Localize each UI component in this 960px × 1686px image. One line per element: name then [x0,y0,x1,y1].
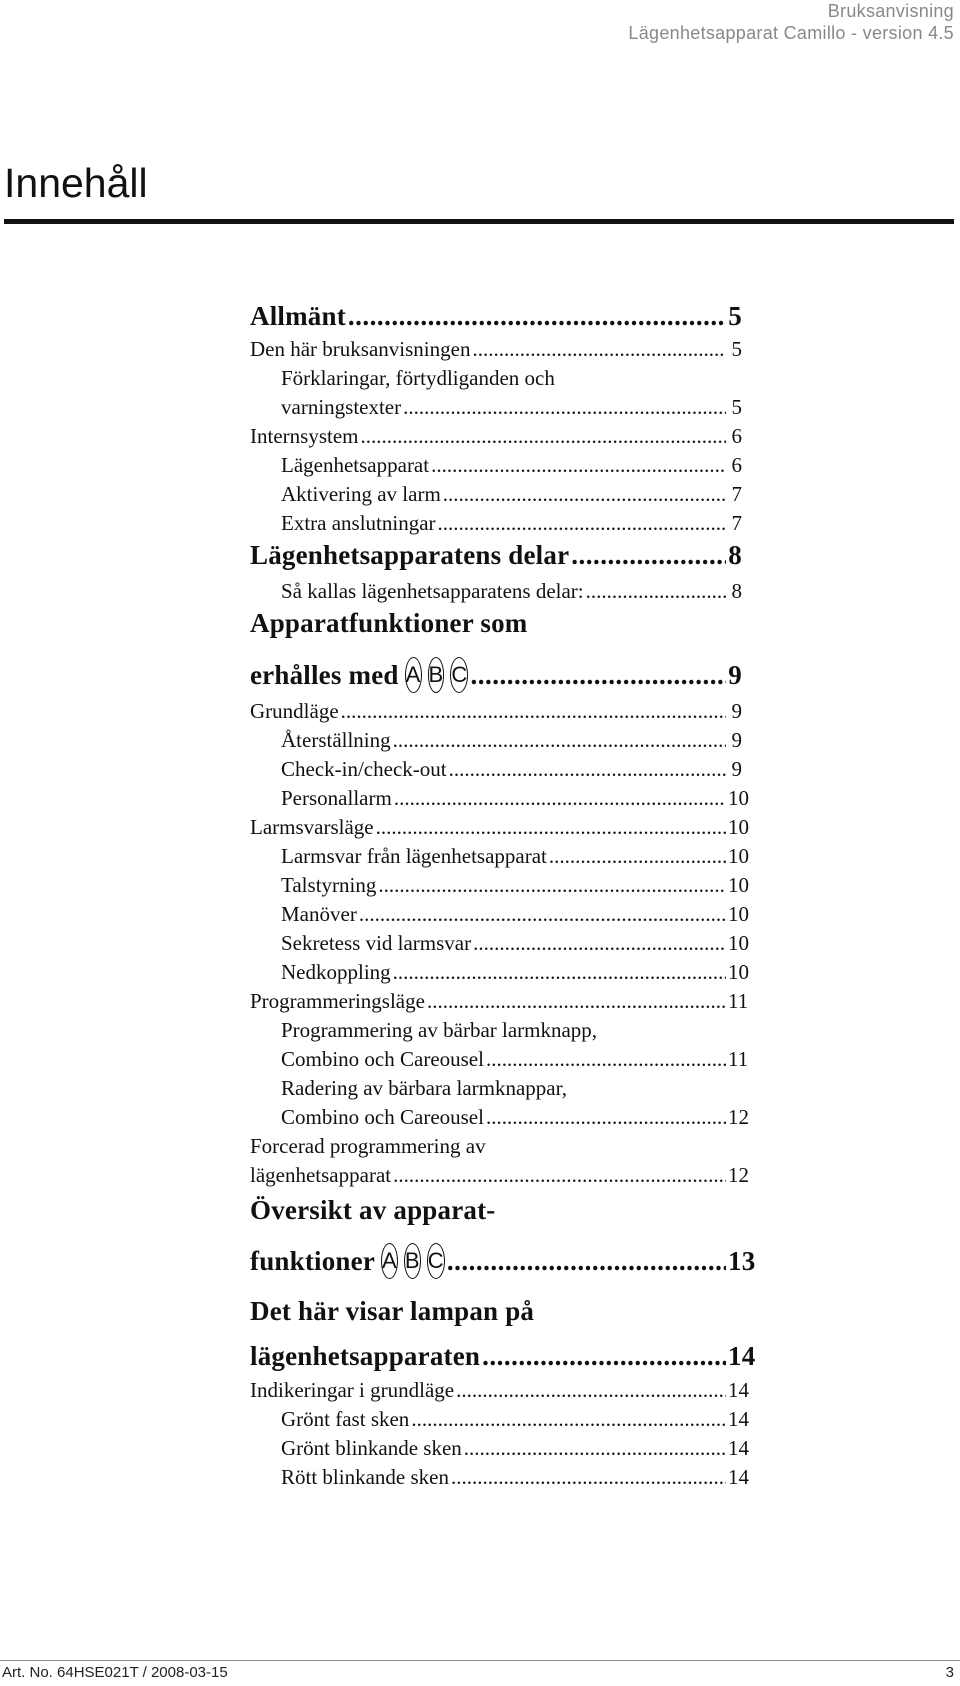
page-header [628,0,954,44]
toc-page-number: 11 [728,989,749,1013]
toc-heading [250,537,742,573]
dot-leader [486,1102,726,1132]
dot-leader [464,1433,726,1463]
toc-entry-title: Återställning [281,728,391,752]
toc-entry [250,421,742,451]
title-divider [4,219,954,224]
dot-leader [456,1375,726,1405]
toc-page-number: 10 [728,960,749,984]
toc-entry-title: lägenhetsapparat [250,1163,392,1187]
dot-leader [451,1462,726,1492]
toc-heading [250,657,742,693]
toc-heading [250,1338,756,1374]
page-title: Innehåll [4,160,148,206]
toc-entry-title: erhålles med [250,660,399,690]
toc-entry [250,696,742,726]
toc-page-number: 10 [728,902,749,926]
toc-page-number: 14 [728,1341,756,1371]
toc-entry-title: Forcerad programmering av [250,1134,486,1158]
dot-leader [348,298,726,334]
dot-leader [473,928,726,958]
toc-entry [250,363,742,393]
toc-entry-title: Allmänt [250,301,346,331]
toc-entry [250,812,749,842]
toc-entry [250,576,742,606]
toc-entry-title: Check-in/check-out [281,757,447,781]
toc-entry-title: Aktivering av larm [281,482,441,506]
toc-entry [250,1131,742,1161]
dot-leader [470,657,726,693]
toc-entry-title: Personallarm [281,786,392,810]
toc-page-number: 14 [728,1378,749,1402]
toc-entry [250,986,749,1016]
circled-c-icon: C [427,1243,445,1279]
footer-page-number: 3 [945,1664,954,1681]
toc-entry-title: Indikeringar i grundläge [250,1378,455,1402]
toc-entry [250,392,742,422]
toc-entry-title: Så kallas lägenhetsapparatens delar: [281,579,584,603]
circled-a-icon: A [405,657,422,693]
toc-entry-title: Apparatfunktioner som [250,608,528,638]
toc-entry [250,841,749,871]
toc-page-number: 6 [731,424,742,448]
dot-leader [376,812,726,842]
toc-entry-title: Grönt blinkande sken [281,1436,462,1460]
toc-entry-title: Lägenhetsapparatens delar [250,540,570,570]
toc-entry [250,870,749,900]
toc-page-number: 10 [728,815,749,839]
toc-entry [250,1433,749,1463]
toc-entry-title: Grundläge [250,699,339,723]
toc-page-number: 5 [731,337,742,361]
toc-entry-title: Internsystem [250,424,359,448]
toc-page-number: 7 [731,511,742,535]
toc-page-number: 5 [731,395,742,419]
dot-leader [359,899,726,929]
dot-leader [449,754,726,784]
toc-page-number: 5 [728,301,742,331]
toc-entry [250,334,742,364]
toc-page-number: 8 [728,540,742,570]
toc-entry [250,928,749,958]
dot-leader [443,479,726,509]
toc-heading [250,298,742,334]
toc-entry-title: Lägenhetsapparat [281,453,430,477]
toc-entry [250,957,749,987]
dot-leader [393,1160,726,1190]
toc-page-number: 7 [731,482,742,506]
toc-entry-title: Radering av bärbara larmknappar, [281,1076,568,1100]
toc-page-number: 9 [728,660,742,690]
toc-entry-title: Combino och Careousel [281,1047,484,1071]
toc-page-number: 14 [728,1407,749,1431]
toc-entry [250,754,742,784]
header-product: Lägenhetsapparat Camillo - version 4.5 [628,23,954,43]
dot-leader [394,783,726,813]
toc-entry [250,450,742,480]
dot-leader [393,725,726,755]
dot-leader [411,1404,726,1434]
dot-leader [447,1243,726,1279]
toc-page-number: 10 [728,844,749,868]
toc-entry-title: Sekretess vid larmsvar [281,931,472,955]
toc-heading [250,1243,756,1279]
toc-heading [250,1293,742,1329]
toc-heading [250,1192,742,1228]
toc-entry [250,1044,749,1074]
dot-leader [549,841,726,871]
toc-page-number: 12 [728,1105,749,1129]
dot-leader [393,957,726,987]
toc-heading [250,605,742,641]
toc-entry-title: lägenhetsapparaten [250,1341,481,1371]
toc-page-number: 9 [731,757,742,781]
toc-entry [250,899,749,929]
circled-b-icon: B [428,657,445,693]
toc-entry-title: Larmsvar från lägenhetsapparat [281,844,547,868]
circled-a-icon: A [381,1243,398,1279]
toc-page-number: 9 [731,699,742,723]
circled-b-icon: B [404,1243,421,1279]
toc-entry-title: Det här visar lampan på [250,1296,535,1326]
toc-entry [250,783,749,813]
dot-leader [571,537,726,573]
toc-page-number: 10 [728,786,749,810]
toc-page-number: 8 [731,579,742,603]
dot-leader [403,392,726,422]
toc-entry [250,508,742,538]
toc-entry-title: funktioner [250,1246,376,1276]
toc-entry [250,1404,749,1434]
toc-entry-title: Den här bruksanvisningen [250,337,471,361]
dot-leader [472,334,726,364]
toc-entry-title: varningstexter [281,395,402,419]
toc-entry-title: Talstyrning [281,873,377,897]
toc-entry-title: Larmsvarsläge [250,815,374,839]
footer-article-number: Art. No. 64HSE021T / 2008-03-15 [2,1664,228,1681]
toc-page-number: 12 [728,1163,749,1187]
toc-entry [250,1015,742,1045]
dot-leader [341,696,726,726]
dot-leader [427,986,726,1016]
toc-entry [250,1462,749,1492]
toc-entry-title: Extra anslutningar [281,511,436,535]
toc-entry [250,1073,742,1103]
dot-leader [486,1044,726,1074]
footer-divider [0,1660,960,1661]
dot-leader [431,450,726,480]
toc-entry [250,725,742,755]
toc-entry [250,479,742,509]
toc-page-number: 14 [728,1436,749,1460]
toc-entry [250,1375,749,1405]
dot-leader [482,1338,726,1374]
toc-entry-title: Förklaringar, förtydliganden och [281,366,555,390]
toc-entry-title: Rött blinkande sken [281,1465,449,1489]
toc-page-number: 6 [731,453,742,477]
circled-c-icon: C [450,657,468,693]
toc-entry-title: Programmeringsläge [250,989,425,1013]
toc-page-number: 9 [731,728,742,752]
toc-page-number: 10 [728,873,749,897]
dot-leader [360,421,726,451]
toc-entry-title: Grönt fast sken [281,1407,410,1431]
toc-page-number: 11 [728,1047,749,1071]
toc-entry-title: Manöver [281,902,357,926]
dot-leader [378,870,726,900]
toc-entry [250,1160,749,1190]
dot-leader [438,508,726,538]
header-doc-type: Bruksanvisning [827,1,954,21]
toc-page-number: 14 [728,1465,749,1489]
dot-leader [586,576,726,606]
toc-page-number: 10 [728,931,749,955]
toc-entry-title: Combino och Careousel [281,1105,484,1129]
toc-entry [250,1102,749,1132]
toc-entry-title: Översikt av apparat- [250,1195,496,1225]
toc-entry-title: Programmering av bärbar larmknapp, [281,1018,598,1042]
toc-entry-title: Nedkoppling [281,960,391,984]
toc-page-number: 13 [728,1246,756,1276]
